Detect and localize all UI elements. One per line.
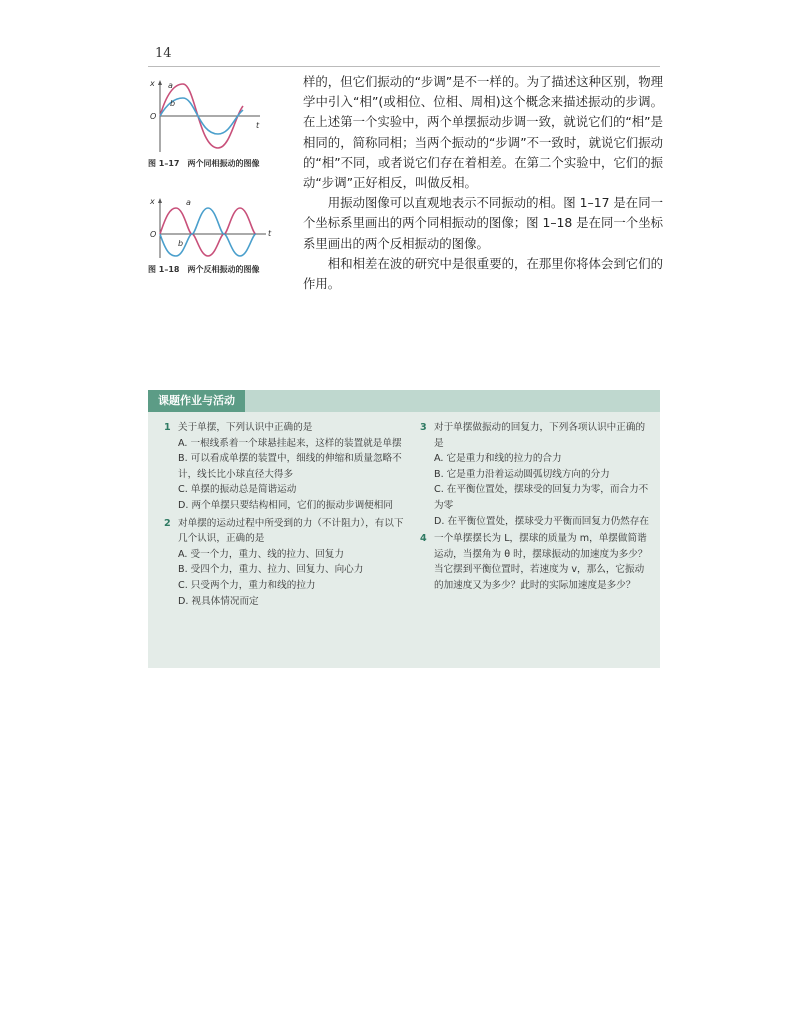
y-axis-arrow xyxy=(158,198,162,203)
question-spacer xyxy=(420,594,650,596)
in-phase-graph xyxy=(148,78,278,156)
question-stem-row xyxy=(420,531,650,593)
question-stem: 对单摆的运动过程中所受到的力（不计阻力），有以下几个认识，正确的是 xyxy=(178,517,404,545)
header-rule xyxy=(148,66,660,67)
exercise-question xyxy=(420,531,650,595)
answer-option: B. 它是重力沿着运动圆弧切线方向的分力 xyxy=(434,468,610,480)
exercise-title: 课题作业与活动 xyxy=(148,390,245,412)
question-stem-row xyxy=(420,420,650,451)
answer-option: D. 视具体情况而定 xyxy=(178,595,259,607)
question-spacer xyxy=(164,609,404,611)
exercise-question xyxy=(164,420,404,516)
answer-option: A. 一根线系着一个球悬挂起来，这样的装置就是单摆 xyxy=(178,437,402,449)
y-axis-arrow xyxy=(158,80,162,85)
question-number: 2 xyxy=(164,517,171,529)
answer-option: A. 受一个力，重力、线的拉力、回复力 xyxy=(178,548,344,560)
paragraph: 相和相差在波的研究中是很重要的，在那里你将体会到它们的作用。 xyxy=(303,255,663,292)
label-b: b xyxy=(178,239,184,248)
t-label: t xyxy=(256,121,260,130)
question-stem: 关于单摆，下列认识中正确的是 xyxy=(178,422,313,433)
exercise-column-left xyxy=(164,420,404,611)
figure-anti-phase xyxy=(148,196,288,276)
figure-caption: 图 1–17 两个同相振动的图像 xyxy=(148,159,260,168)
anti-phase-graph xyxy=(148,196,278,262)
question-number: 1 xyxy=(164,422,171,433)
curve-a xyxy=(160,208,256,256)
exercise-question xyxy=(420,420,650,531)
paragraph: 用振动图像可以直观地表示不同振动的相。图 1–17 是在同一个坐标系里画出的两个同相振动的图像；图 1–18 是在同一个坐标系里画出的两个反相振动的图像。 xyxy=(303,195,663,251)
label-a: a xyxy=(168,81,173,90)
label-a: a xyxy=(186,198,191,207)
page-number: 14 xyxy=(155,46,172,61)
answer-option: C. 只受两个力，重力和线的拉力 xyxy=(178,579,316,591)
question-stem: 一个单摆摆长为 L，摆球的质量为 m，单摆做简谐运动，当摆角为 θ 时，摆球振动的加速度为多少？当它摆到平衡位置时，若速度为 v，那么，它振动的加速度又为多少？此时的实际加速度是多少？ xyxy=(434,533,648,591)
origin-label: O xyxy=(150,112,157,121)
answer-option: A. 它是重力和线的拉力的合力 xyxy=(434,453,562,465)
question-stem-row xyxy=(164,516,404,547)
y-label: x xyxy=(150,79,155,88)
answer-option: D. 在平衡位置处，摆球受力平衡而回复力仍然存在 xyxy=(434,515,649,527)
origin-label: O xyxy=(150,230,157,239)
y-label: x xyxy=(150,197,155,206)
question-stem: 对于单摆做振动的回复力，下列各项认识中正确的是 xyxy=(434,422,646,449)
t-label: t xyxy=(268,229,272,238)
exercise-section xyxy=(148,390,660,668)
body-text xyxy=(303,72,663,294)
exercise-column-right xyxy=(420,420,650,596)
paragraph: 样的，但它们振动的“步调”是不一样的。为了描述这种区别，物理学中引入“相”(或相位、位相、周相)这个概念来描述振动的步调。在上述第一个实验中，两个单摆振动步调一致，就说它们的“相”是相同的，简称同相；当两个振动的“步调”不一致时，就说它们振动的“相”不同，或者说它们存在着相差。在第二个实验中，它们的振动“步调”正好相反，叫做反相。 xyxy=(303,74,663,191)
question-number: 4 xyxy=(420,533,427,545)
exercise-header-band xyxy=(148,390,660,412)
answer-option: D. 两个单摆只要结构相同，它们的振动步调便相同 xyxy=(178,499,393,511)
answer-option: B. 可以看成单摆的装置中，细线的伸缩和质量忽略不计，线长比小球直径大得多 xyxy=(178,453,402,480)
exercise-question xyxy=(164,516,404,612)
answer-option: C. 在平衡位置处，摆球受的回复力为零，而合力不为零 xyxy=(434,484,649,511)
answer-option: C. 单摆的振动总是简谐运动 xyxy=(178,484,297,496)
question-number: 3 xyxy=(420,422,427,433)
question-stem-row xyxy=(164,420,404,436)
figure-in-phase xyxy=(148,78,288,170)
figure-caption: 图 1–18 两个反相振动的图像 xyxy=(148,265,260,274)
curve-b xyxy=(160,208,256,256)
answer-option: B. 受四个力，重力、拉力、回复力、向心力 xyxy=(178,564,364,576)
label-b: b xyxy=(170,99,176,108)
